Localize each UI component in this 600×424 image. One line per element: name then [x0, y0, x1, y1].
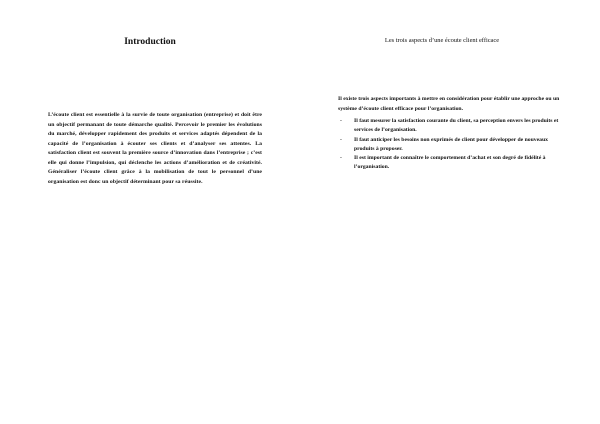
list-bullet: - [340, 118, 342, 124]
list-bullet: - [340, 155, 342, 162]
list-bullet: - [340, 136, 342, 143]
list-item [340, 154, 565, 173]
right-page [300, 0, 600, 424]
list-item-text: Il est important de connaître le comportement d’achat et son degré de fidélité à l’organisation. [354, 155, 546, 171]
list-item [340, 117, 565, 136]
list-item [340, 136, 565, 155]
section-title-introduction: Introduction [124, 37, 176, 47]
introduction-paragraph: L’écoute client est essentielle à la survie de toute organisation (entreprise) et doit être un objectif permanant de toute démarche qualité. Percevoir le premier les évolutions du marché, développer rapidement des produits et services adaptés dépendent de la capacité de l’organisation à écouter ses clients et d’analyser ses attentes. La satisfaction client est souvent la première source d’innovation dans l’entreprise ; c’est elle qui donne l’impulsion, qui déclenche les actions d’amélioration et de créativité. Généraliser l’écoute client grâce à la mobilisation de tout le personnel d’une organisation est donc un objectif déterminant pour sa réussite. [48, 112, 262, 185]
list-item-text: Il faut mesurer la satisfaction courante du client, sa perception envers les produits et services de l’organisation. [354, 118, 559, 134]
section-title-three-aspects: Les trois aspects d’une écoute client efficace [384, 37, 500, 44]
aspects-list [340, 117, 565, 173]
list-item-text: Il faut anticiper les besoins non exprimés de client pour développer de nouveaux produits à proposer. [354, 136, 549, 152]
three-aspects-intro-paragraph: Il existe trois aspects importants à mettre en considération pour établir une approche ou un système d’écoute client efficace pour l’organisation. [338, 96, 560, 112]
